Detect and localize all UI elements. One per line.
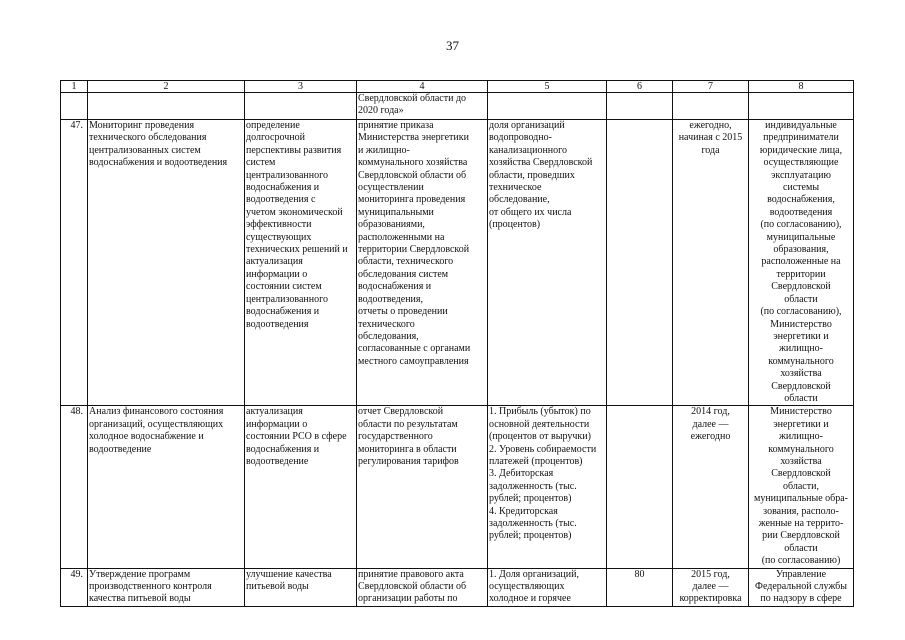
measure-purpose: определение долгосрочной перспективы развития систем централизованного водоснабжения и водоотведения с учетом экономической эффективности существующих технических решений и актуализация информации о состоянии систем централизованного водоснабжения и водоотведения	[245, 120, 357, 406]
column-number-5: 5	[488, 81, 607, 93]
measure-deadline: ежегодно, начиная с 2015 года	[673, 120, 749, 406]
measure-result: принятие приказа Министерства энергетики и жилищно- коммунального хозяйства Свердловской области об осуществлении мониторинга проведения муниципальными образованиями, расположенными на территории Свердловской области, технического обследования систем водоснабжения и водоотведения, отчеты о проведении технического обследования, согласованные с органами местного самоуправления	[357, 120, 488, 406]
column-number-4: 4	[357, 81, 488, 93]
measure-executor: Министерство энергетики и жилищно- коммунального хозяйства Свердловской области, муниципальные обра- зования, располо- женные на террито- рии Свердловской области (по согласованию)	[749, 406, 854, 568]
table-row	[61, 406, 854, 568]
indicator-value	[607, 120, 673, 406]
column-number-8: 8	[749, 81, 854, 93]
column-number-1: 1	[61, 81, 88, 93]
column-number-2: 2	[88, 81, 245, 93]
measure-indicator: 1. Прибыль (убыток) по основной деятельности (процентов от выручки) 2. Уровень собираемости платежей (процентов) 3. Дебиторская задолженность (тыс. рублей; процентов) 4. Кредиторская задолженность (тыс. рублей; процентов)	[488, 406, 607, 568]
indicator-value	[607, 406, 673, 568]
measure-purpose: актуализация информации о состоянии РСО в сфере водоснабжения и водоотведение	[245, 406, 357, 568]
measure-indicator: 1. Доля организаций, осуществляющих холодное и горячее	[488, 568, 607, 606]
measure-result: отчет Свердловской области по результатам государственного мониторинга в области регулирования тарифов	[357, 406, 488, 568]
measure-deadline: 2015 год, далее — корректировка	[673, 568, 749, 606]
measure-deadline: 2014 год, далее — ежегодно	[673, 406, 749, 568]
table-header-row	[61, 81, 854, 93]
continuation-row	[61, 93, 854, 120]
table-row	[61, 568, 854, 606]
continuation-cell: Свердловской области до 2020 года»	[357, 93, 488, 120]
column-number-7: 7	[673, 81, 749, 93]
page-number: 37	[446, 38, 459, 53]
table-row	[61, 120, 854, 406]
measure-name: Утверждение программ производственного контроля качества питьевой воды	[88, 568, 245, 606]
measure-name: Анализ финансового состояния организаций, осуществляющих холодное водоснабжение и водоотведение	[88, 406, 245, 568]
measures-table	[60, 80, 854, 607]
row-number: 47.	[61, 120, 88, 406]
row-number: 48.	[61, 406, 88, 568]
measure-executor: индивидуальные предприниматели юридические лица, осуществляющие эксплуатацию системы водоснабжения, водоотведения (по согласованию), муниципальные образования, расположенные на территории Свердловской области (по согласованию), Министерство энергетики и жилищно- коммунального хозяйства Свердловской области	[749, 120, 854, 406]
indicator-value: 80	[607, 568, 673, 606]
column-number-3: 3	[245, 81, 357, 93]
measure-indicator: доля организаций водопроводно- канализационного хозяйства Свердловской области, проведших техническое обследование, от общего их числа (процентов)	[488, 120, 607, 406]
measure-name: Мониторинг проведения технического обследования централизованных систем водоснабжения и водоотведения	[88, 120, 245, 406]
measure-executor: Управление Федеральной службы по надзору в сфере	[749, 568, 854, 606]
column-number-6: 6	[607, 81, 673, 93]
measure-result: принятие правового акта Свердловской области об организации работы по	[357, 568, 488, 606]
row-number: 49.	[61, 568, 88, 606]
measure-purpose: улучшение качества питьевой воды	[245, 568, 357, 606]
